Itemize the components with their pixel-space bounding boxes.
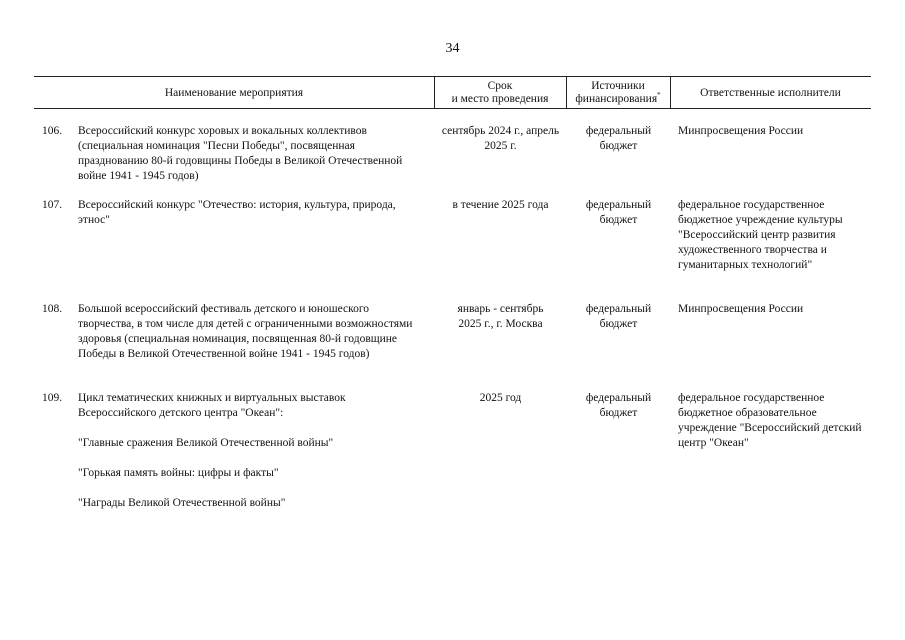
page-number: 34 [445,41,460,56]
event-responsible: федеральное государственное бюджетное учреждение культуры "Всероссийский центр развития художественного творчества и гуманитарных технологий" [678,199,843,271]
header-responsible: Ответственные исполнители [700,87,841,99]
header-date: Срок и место проведения [451,80,549,105]
event-funding: федеральный бюджет [585,125,652,152]
header-funding: Источники финансирования* [575,80,661,105]
event-name: Всероссийский конкурс хоровых и вокальных коллективов (специальная номинация "Песни Победы", посвященная празднованию 80-й годовщины Победы в Великой Отечественной войне 1941 - 1945 годов) [78,125,403,182]
event-date: сентябрь 2024 г., апрель 2025 г. [441,125,560,152]
event-name: Всероссийский конкурс "Отечество: история, культура, природа, этнос" [78,199,396,226]
event-responsible: Минпросвещения России [678,125,804,137]
row-number: 108. [42,303,63,315]
event-name: Большой всероссийский фестиваль детского и юношеского творчества, в том числе для детей с ограниченными возможностями здоровья (специальная номинация, посвященная 80-й годовщине Победы в Великой Отечественной войне 1941 - 1945 годов) [78,303,413,360]
event-date: 2025 год [479,392,522,404]
exhibition-item: "Горькая память войны: цифры и факты" [78,467,279,479]
event-responsible: Минпросвещения России [678,303,804,315]
header-bottom-rule [34,108,871,109]
event-name [78,391,423,511]
header-top-rule [34,76,871,77]
event-date: в течение 2025 года [452,199,549,211]
header-name: Наименование мероприятия [164,87,304,99]
event-responsible: федеральное государственное бюджетное образовательное учреждение "Всероссийский детский центр "Океан" [678,392,862,449]
event-name-text: Цикл тематических книжных и виртуальных выставок Всероссийского детского центра "Океан": [78,392,346,419]
row-number: 109. [42,392,63,404]
footnote-mark: * [657,91,661,100]
event-funding: федеральный бюджет [585,303,652,330]
event-date: январь - сентябрь 2025 г., г. Москва [457,303,544,330]
event-funding: федеральный бюджет [585,392,652,419]
event-funding: федеральный бюджет [585,199,652,226]
exhibition-item: "Главные сражения Великой Отечественной войны" [78,437,334,449]
row-number: 107. [42,199,63,211]
exhibition-item: "Награды Великой Отечественной войны" [78,497,286,509]
row-number: 106. [42,125,63,137]
